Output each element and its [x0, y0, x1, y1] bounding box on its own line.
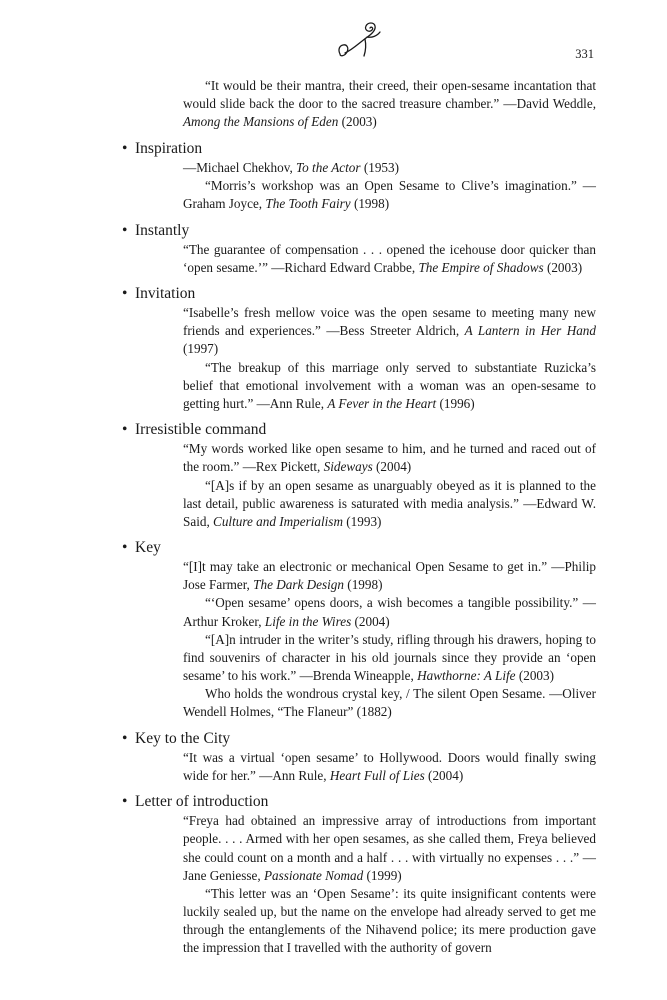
- quotation-text: “Morris’s workshop was an Open Sesame to Clive’s imagination.” —Graham Joyce,: [183, 177, 596, 211]
- work-title: Hawthorne: A Life: [417, 667, 516, 683]
- work-title: Heart Full of Lies: [329, 767, 425, 783]
- quotation-text: “The guarantee of compensation . . . opened the icehouse door quicker than ‘open sesame.’” —Richard Edward Crabbe,: [183, 241, 596, 275]
- heading-text: Invitation: [135, 285, 196, 303]
- quotation: [183, 885, 596, 957]
- quotation-text: (1993): [342, 513, 382, 529]
- quotation-text: —Michael Chekhov,: [183, 159, 297, 175]
- quotation: [183, 440, 596, 476]
- quotation: [183, 749, 596, 785]
- heading-text: Key to the City: [135, 729, 231, 747]
- entry-heading: [122, 538, 596, 557]
- quotation-text: (2003): [515, 667, 554, 683]
- quotation: [183, 685, 596, 721]
- entry: [122, 221, 596, 277]
- work-title: Sideways: [323, 459, 373, 475]
- work-title: Life in the Wires: [264, 613, 352, 629]
- quotation: [183, 159, 596, 177]
- heading-text: Key: [135, 539, 161, 557]
- entry: [122, 139, 596, 213]
- quotation-text: (1953): [360, 159, 399, 175]
- bullet-icon: •: [122, 285, 128, 303]
- quotation-text: (2003): [543, 259, 583, 275]
- quotation-text: (1997): [183, 341, 219, 357]
- bullet-icon: •: [122, 139, 128, 157]
- flourish-ornament-icon: [336, 20, 386, 62]
- heading-text: Letter of introduction: [135, 793, 269, 811]
- page-number: 331: [575, 47, 594, 61]
- quotation-text: “[A]s if by an open sesame as unarguably obeyed as it is planned to the last detail, public awareness is saturated with media analysis.” —Edward W. Said,: [183, 477, 596, 529]
- bullet-icon: •: [122, 539, 128, 557]
- quotation: [183, 304, 596, 358]
- quotation-text: Who holds the wondrous crystal key, / The silent Open Sesame. —Oliver Wendell Holmes, “The Flaneur” (1882): [183, 685, 596, 720]
- quotation-text: “It would be their mantra, their creed, their open-sesame incantation that would slide back the door to the sacred treasure chamber.” —David Weddle,: [183, 78, 596, 112]
- heading-text: Instantly: [135, 221, 190, 239]
- quotation-text: (2004): [424, 767, 464, 783]
- quotation: [183, 594, 596, 630]
- quotation-text: “‘Open sesame’ opens doors, a wish becomes a tangible possibility.” —Arthur Kroker,: [183, 595, 596, 629]
- entry: [122, 538, 596, 721]
- entry-heading: [122, 792, 596, 811]
- work-title: Passionate Nomad: [263, 867, 364, 883]
- quotation: [183, 477, 596, 531]
- quotation: [183, 359, 596, 413]
- quotation-text: (1996): [436, 395, 475, 411]
- entry-heading: [122, 729, 596, 748]
- quotation-text: “It was a virtual ‘open sesame’ to Hollywood. Doors would finally swing wide for her.” —Ann Rule,: [183, 749, 596, 783]
- quotation: [183, 558, 596, 594]
- quotation-text: “Freya had obtained an impressive array of introductions from important people. . . . Armed with her open sesames, as she called them, Freya believed she could count on a month and a half . . . with virtually no expenses . . .” —Jane Geniesse,: [183, 813, 596, 883]
- work-title: A Lantern in Her Hand: [464, 323, 596, 339]
- entry-heading: [122, 284, 596, 303]
- work-title: The Tooth Fairy: [265, 195, 351, 211]
- quotation-text: “[A]n intruder in the writer’s study, rifling through his drawers, hoping to find souvenirs of character in his old journals since they provide an ‘open sesame’ to his work.” —Brenda Wineapple,: [183, 631, 596, 683]
- entry: [122, 284, 596, 413]
- quotation-text: “This letter was an ‘Open Sesame’: its quite insignificant contents were luckily sealed up, but the name on the envelope had already served to get me through the entanglements of the Nihavend police; its mere production gave the impression that I travelled with the authority of govern: [183, 885, 596, 955]
- quotation: [183, 77, 596, 131]
- entry-heading: [122, 139, 596, 158]
- work-title: The Dark Design: [253, 577, 344, 593]
- quotation-text: (2004): [351, 613, 390, 629]
- quotation-text: “My words worked like open sesame to him, and he turned and raced out of the room.” —Rex Pickett,: [183, 441, 596, 475]
- work-title: Among the Mansions of Eden: [183, 114, 339, 130]
- bullet-icon: •: [122, 221, 128, 239]
- work-title: The Empire of Shadows: [418, 259, 544, 275]
- entry: [122, 792, 596, 957]
- work-title: A Fever in the Heart: [327, 395, 437, 411]
- heading-text: Irresistible command: [135, 421, 267, 439]
- quotation: [183, 241, 596, 277]
- quotation-text: (2003): [338, 114, 377, 130]
- quotation-text: “[I]t may take an electronic or mechanical Open Sesame to get in.” —Philip Jose Farmer,: [183, 559, 596, 593]
- quotation-text: (1998): [350, 195, 390, 211]
- bullet-icon: •: [122, 421, 128, 439]
- entry: [122, 729, 596, 785]
- bullet-icon: •: [122, 793, 128, 811]
- work-title: To the Actor: [296, 159, 361, 175]
- quotation-text: (1999): [363, 867, 402, 883]
- quotation-text: “Isabelle’s fresh mellow voice was the open sesame to meeting many new friends and experiences.” —Bess Streeter Aldrich,: [183, 305, 596, 339]
- entry-list: [122, 77, 596, 965]
- heading-text: Inspiration: [135, 139, 203, 157]
- quotation: [183, 812, 596, 884]
- entry-heading: [122, 420, 596, 439]
- bullet-icon: •: [122, 729, 128, 747]
- quotation-text: “The breakup of this marriage only served to substantiate Ruzicka’s belief that emotional involvement with a woman was an open-sesame to getting hurt.” —Ann Rule,: [183, 359, 596, 411]
- quotation-text: (1998): [344, 577, 383, 593]
- entry-heading: [122, 221, 596, 240]
- work-title: Culture and Imperialism: [213, 513, 343, 529]
- quotation-text: (2004): [372, 459, 412, 475]
- quotation: [183, 177, 596, 213]
- entry: [122, 77, 596, 131]
- entry: [122, 420, 596, 530]
- quotation: [183, 631, 596, 685]
